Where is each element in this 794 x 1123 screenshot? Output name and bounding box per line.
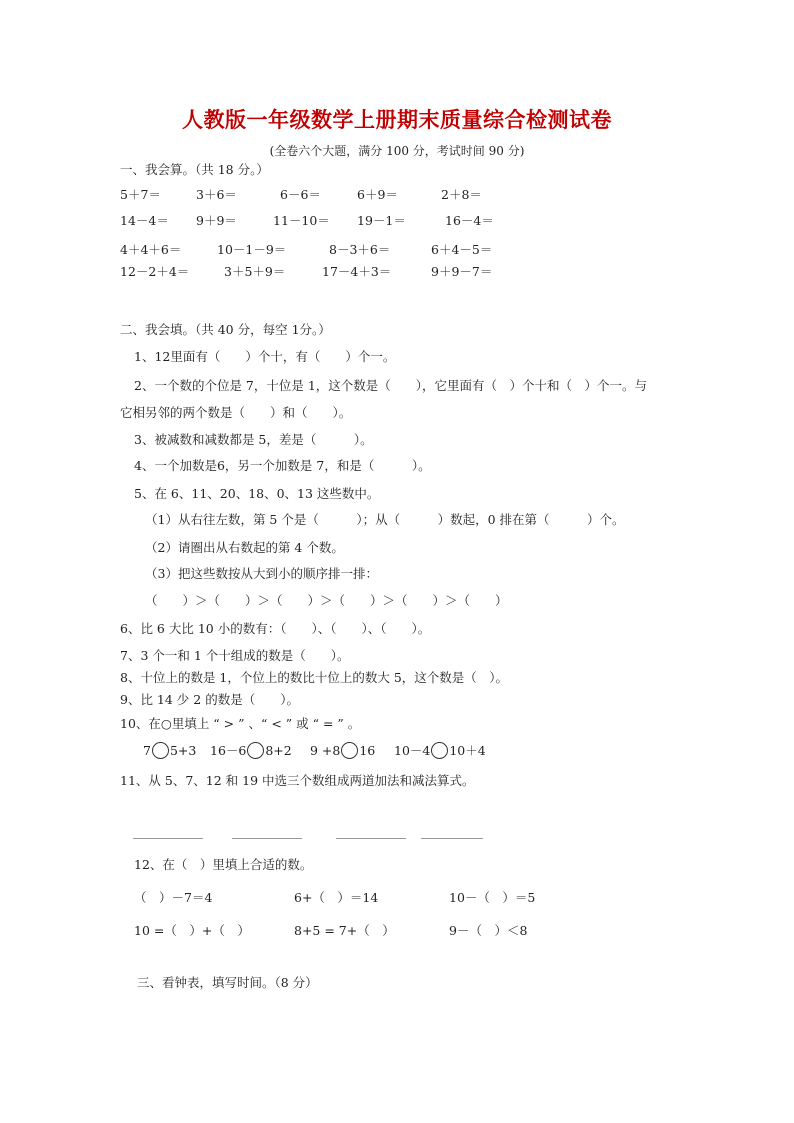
- question-1: 1、12里面有（ ）个十，有（ ）个一。: [134, 349, 396, 364]
- compare-item: 16－6 8+2: [210, 743, 292, 758]
- question-12: 12、在（ ）里填上合适的数。: [134, 857, 313, 872]
- calc-item: 4＋4＋6＝: [120, 242, 182, 257]
- answer-blank-line[interactable]: [336, 838, 406, 839]
- calc-item: 10－1－9＝: [217, 242, 287, 257]
- question-4: 4、一个加数是6，另一个加数是 7，和是（ ）。: [134, 458, 431, 473]
- compare-item: 9 +8 16: [310, 743, 376, 758]
- question-6: 6、比 6 大比 10 小的数有：（ ）、（ ）、（ ）。: [120, 621, 431, 636]
- calc-item: 6－6＝: [280, 187, 321, 202]
- calc-item: 6＋4－5＝: [431, 242, 493, 257]
- fill-item: 10 =（ ）+（ ）: [134, 923, 250, 938]
- question-8: 8、十位上的数是 1，个位上的数比十位上的数大 5，这个数是（ ）。: [120, 670, 509, 685]
- calc-item: 12－2＋4＝: [120, 264, 190, 279]
- compare-circle[interactable]: [341, 742, 358, 759]
- calc-item: 3＋5＋9＝: [224, 264, 286, 279]
- calc-item: 6＋9＝: [357, 187, 398, 202]
- section3-heading: 三、看钟表，填写时间。（8 分）: [137, 975, 318, 990]
- compare-circle[interactable]: [152, 742, 169, 759]
- compare-circle[interactable]: [431, 742, 448, 759]
- question-5-order: （ ）＞（ ）＞（ ）＞（ ）＞（ ）＞（ ）: [145, 593, 508, 608]
- question-10: 10、在○里填上 “ > ” 、“ < ” 或 “ = ” 。: [120, 716, 361, 731]
- calc-item: 5＋7＝: [120, 187, 161, 202]
- question-11: 11、从 5、7、12 和 19 中选三个数组成两道加法和减法算式。: [120, 773, 475, 788]
- calc-item: 19－1＝: [357, 213, 406, 228]
- calc-item: 11－10＝: [273, 213, 330, 228]
- compare-item: 10－4 10＋4: [394, 743, 486, 758]
- section2-heading: 二、我会填。（共 40 分，每空 1分。）: [120, 322, 331, 337]
- question-2: 2、一个数的个位是 7，十位是 1，这个数是（ ），它里面有（ ）个十和（ ）个一。与: [134, 378, 648, 393]
- answer-blank-line[interactable]: [421, 838, 483, 839]
- calc-item: 9＋9－7＝: [431, 264, 493, 279]
- question-2-cont: 它相另邻的两个数是（ ）和（ ）。: [120, 405, 352, 420]
- calc-item: 16－4＝: [445, 213, 494, 228]
- question-9: 9、比 14 少 2 的数是（ ）。: [120, 692, 299, 707]
- compare-circle[interactable]: [247, 742, 264, 759]
- calc-item: 9＋9＝: [196, 213, 237, 228]
- fill-item: 9－（ ）＜8: [449, 923, 528, 938]
- question-5-2: （2）请圈出从右数起的第 4 个数。: [145, 540, 344, 555]
- calc-item: 14－4＝: [120, 213, 169, 228]
- calc-item: 8－3＋6＝: [329, 242, 391, 257]
- fill-item: 10－（ ）＝5: [449, 890, 536, 905]
- fill-item: 6+（ ）＝14: [294, 890, 379, 905]
- calc-item: 2＋8＝: [441, 187, 482, 202]
- calc-item: 3＋6＝: [196, 187, 237, 202]
- question-7: 7、3 个一和 1 个十组成的数是（ ）。: [120, 648, 350, 663]
- question-5-3: （3）把这些数按从大到小的顺序排一排：: [145, 566, 378, 581]
- page-subtitle: (全卷六个大题，满分 100 分，考试时间 90 分): [269, 144, 525, 158]
- fill-item: 8+5 = 7+（ ）: [294, 923, 395, 938]
- compare-item: 7 5+3: [143, 743, 197, 758]
- answer-blank-line[interactable]: [133, 838, 203, 839]
- page-title: 人教版一年级数学上册期末质量综合检测试卷: [182, 107, 612, 132]
- question-3: 3、被减数和减数都是 5，差是（ ）。: [134, 432, 373, 447]
- answer-blank-line[interactable]: [232, 838, 302, 839]
- section1-heading: 一、我会算。（共 18 分。）: [120, 162, 269, 177]
- question-5: 5、在 6、11、20、18、0、13 这些数中。: [134, 486, 380, 501]
- calc-item: 17－4＋3＝: [322, 264, 392, 279]
- fill-item: （ ）－7＝4: [134, 890, 213, 905]
- question-5-1: （1）从右往左数，第 5 个是（ ）；从（ ）数起，0 排在第（ ）个。: [145, 512, 625, 527]
